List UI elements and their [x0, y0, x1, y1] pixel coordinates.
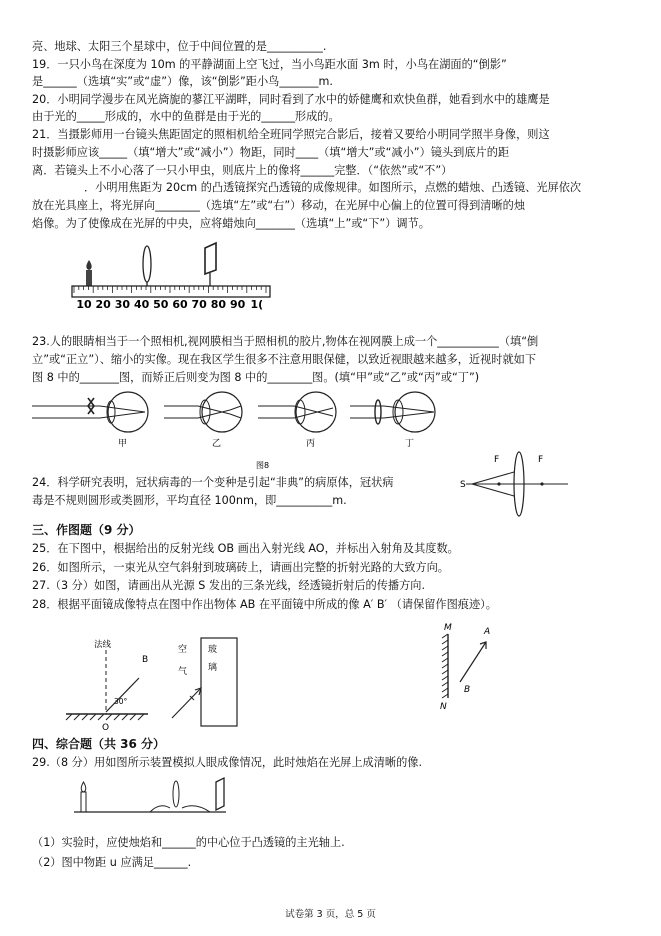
eye-diagram-ding [350, 392, 435, 449]
q20-line1: 20．小明同学漫步在风光旖旎的蓼江平湖畔，同时看到了水中的娇健鹰和欢快鱼群，她看到水中的雄鹰是 [32, 93, 550, 106]
eye-diagram-jia [32, 392, 148, 449]
light-screen [205, 243, 216, 274]
glass-label-1: 玻 [208, 645, 218, 655]
candle [86, 270, 92, 286]
q21-line2: 时摄影师应该_____（填“增大”或“减小”）物距，同时____（填“增大”或“减小”）镜头到底片的距 [32, 146, 510, 159]
ruler-label: 70 [191, 298, 207, 311]
object-a-label: A [484, 627, 491, 637]
ruler-label: 60 [172, 298, 188, 311]
glass-block-figure [168, 632, 248, 728]
ruler-label: 40 [133, 298, 150, 311]
eye-label-bing: 丙 [306, 439, 316, 449]
q22-line2: 放在光具座上，将光屏向________（选填“左”或“右”）移动，在光屏中心偏上的位置可得到清晰的烛 [32, 199, 526, 212]
q27-text: 27.（3 分）如图，请画出从光源 S 发出的三条光线，经透镜折射后的传播方向. [32, 579, 426, 592]
point-o-label: O [102, 723, 110, 733]
angle-label: 30° [114, 697, 128, 706]
glass-label-2: 璃 [208, 663, 218, 673]
plane-mirror-figure [432, 620, 512, 710]
focal-label-right: F [538, 455, 544, 465]
air-label-1: 空 [178, 645, 188, 655]
air-label-2: 气 [178, 667, 188, 677]
q25-text: 25．在下图中，根据给出的反射光线 OB 画出入射光线 AO，并标出入射角及其度数。 [32, 542, 459, 555]
focal-label-left: F [494, 455, 500, 465]
candle-flame [86, 260, 91, 270]
ruler-label: 20 [95, 298, 111, 311]
q23-line1: 23.人的眼睛相当于一个照相机,视网膜相当于照相机的胶片,物体在视网膜上成一个___________（填“倒 [32, 335, 539, 348]
convex-lens [143, 246, 151, 282]
ruler-label: 90 [229, 298, 246, 311]
eye-label-yi: 乙 [212, 439, 222, 449]
q18-tail: 亮、地球、太阳三个星球中，位于中间位置的是__________. [32, 40, 327, 53]
eye-diagram-yi [164, 392, 242, 449]
q23-line3: 图 8 中的_______图，而矫正后则变为图 8 中的________图。(填“甲”或“乙”或“丙”或“丁”) [32, 371, 480, 384]
section-3-heading: 三、作图题（9 分） [32, 523, 141, 537]
q24-line2: 毒是不规则圆形或类圆形，平均直径 100nm，即__________m. [32, 494, 347, 507]
figure-8-caption: 图8 [256, 461, 270, 470]
q28-text: 28．根据平面镜成像特点在图中作出物体 AB 在平面镜中所成的像 A′ B′ （请保留作图痕迹）。 [32, 598, 497, 611]
ray-b-label: B [142, 655, 149, 665]
q26-text: 26．如图所示，一束光从空气斜射到玻璃砖上，请画出完整的折射光路的大致方向。 [32, 561, 449, 574]
optical-bench-figure [70, 240, 300, 312]
eye-label-ding: 丁 [405, 439, 415, 449]
object-b-label: B [464, 685, 471, 695]
reflection-figure [36, 640, 156, 732]
q29-text: 29.（8 分）用如图所示装置模拟人眼成像情况，此时烛焰在光屏上成清晰的像. [32, 756, 423, 769]
q22-line1: ．小明用焦距为 20cm 的凸透镜探究凸透镜的成像规律。如图所示，点燃的蜡烛、凸透镜、光屏依次 [84, 181, 582, 194]
section-4-heading: 四、综合题（共 36 分） [32, 737, 166, 751]
q21-line1: 21．当摄影师用一台镜头焦距固定的照相机给全班同学照完合影后，接着又要给小明同学照半身像，则这 [32, 128, 550, 141]
mirror-n-label: N [440, 702, 447, 712]
eye-model-figure [70, 774, 230, 822]
page-footer: 试卷第 3 页，总 5 页 [285, 909, 376, 920]
q29-part1: （1）实验时，应使烛焰和______的中心位于凸透镜的主光轴上. [32, 836, 345, 849]
ruler-label: 50 [153, 298, 169, 311]
ruler-label: 10 [76, 298, 92, 311]
q19-line1: 19．一只小鸟在深度为 10m 的平静湖面上空飞过，当小鸟距水面 3m 时，小鸟在湖面的“倒影” [32, 58, 507, 71]
ruler-label: 80 [210, 298, 227, 311]
glass-block [201, 638, 237, 726]
mirror-m-label: M [444, 623, 452, 633]
q21-line3: 离．若镜头上不小心落了一只小甲虫，则底片上的像将______完整．（“依然”或“不”） [32, 164, 453, 177]
ruler [72, 286, 270, 297]
q23-line2: 立”或“正立”）、缩小的实像。现在我区学生很多不注意用眼保健，以致近视眼越来越多，近视时就如下 [32, 353, 537, 366]
q29-part2: （2）图中物距 u 应满足______. [32, 856, 192, 869]
ruler-label: 1( [250, 298, 264, 311]
q20-line2: 由于光的_____形成的，水中的鱼群是由于光的______形成的。 [32, 110, 340, 123]
eye-diagram-bing [258, 392, 336, 449]
eye-label-jia: 甲 [118, 439, 128, 449]
q24-line1: 24．科学研究表明，冠状病毒的一个变种是引起“非典”的病原体，冠状病 [32, 476, 394, 489]
ruler-label: 30 [114, 298, 131, 311]
q19-line2: 是______（选填“实”或“虚”）像，该“倒影”距小鸟_______m. [32, 75, 333, 88]
convex-lens-s-figure [456, 440, 576, 530]
eye-diagrams-figure [30, 388, 470, 474]
q22-line3: 焰像。为了使像成在光屏的中央，应将蜡烛向_______（选填“上”或“下”）调节。 [32, 217, 430, 230]
source-label: S [460, 480, 466, 490]
normal-label: 法线 [94, 640, 112, 650]
